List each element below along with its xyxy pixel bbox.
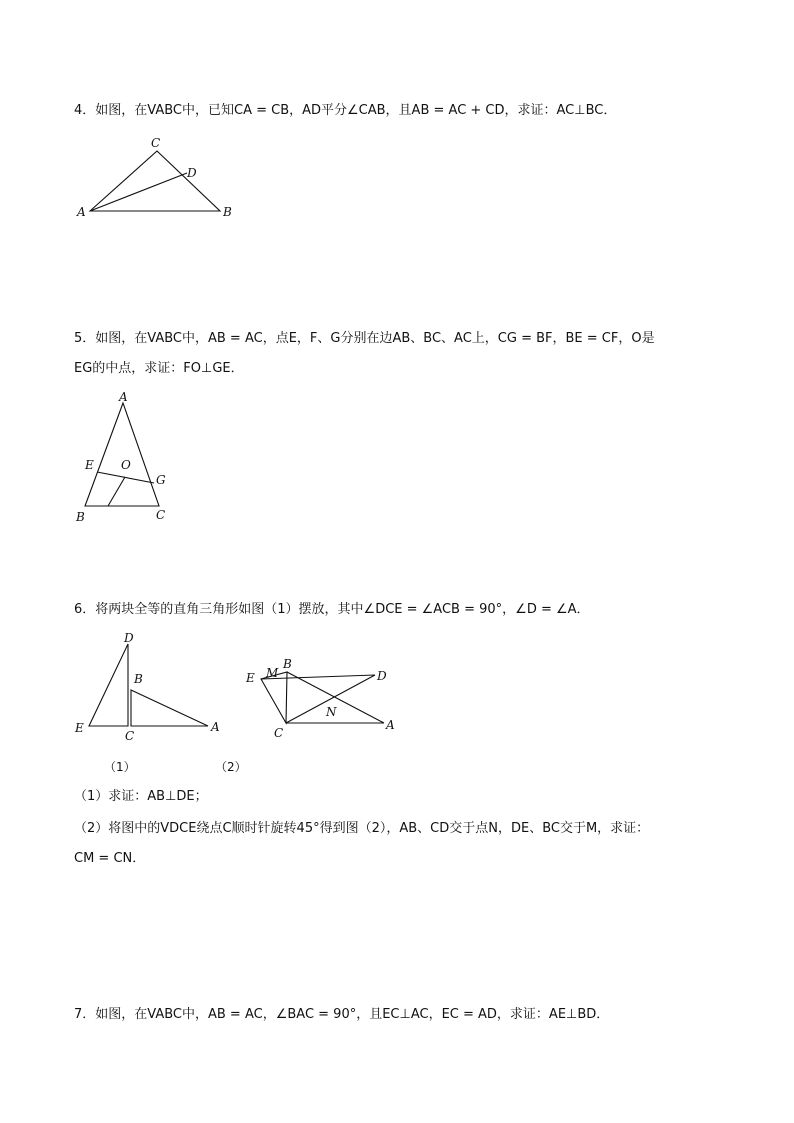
problem-4-text: 4．如图，在VABC中，已知CA = CB，AD平分∠CAB，且AB = AC + CD，求证：AC⊥BC． [74, 103, 617, 118]
label-e: E [75, 721, 84, 735]
label-e: E [246, 671, 255, 685]
label-e: E [85, 458, 94, 472]
figure-6-1-caption: （1） [104, 760, 136, 774]
problem-6-part-1: （1）求证：AB⊥DE； [74, 789, 208, 804]
triangle-dce [89, 644, 128, 726]
label-b: B [76, 510, 85, 524]
label-b: B [283, 657, 292, 671]
label-b: B [134, 672, 143, 686]
triangle-abc [90, 151, 220, 211]
label-a: A [119, 390, 128, 404]
label-b: B [223, 205, 232, 219]
label-d: D [187, 166, 197, 180]
problem-5-text-line-1: 5．如图，在VABC中，AB = AC，点E，F、G分别在边AB、BC、AC上，CG = BF，BE = CF，O是 [74, 331, 655, 346]
label-c: C [151, 136, 161, 150]
problem-6-part-2-line-2: CM = CN． [74, 851, 146, 866]
triangle-abc [85, 403, 159, 506]
label-g: G [156, 473, 166, 487]
figure-4-triangle [70, 132, 250, 227]
label-n: N [326, 705, 337, 719]
figure-6-1 [70, 630, 230, 745]
label-a: A [77, 205, 86, 219]
label-d: D [377, 669, 387, 683]
problem-6-text: 6．将两块全等的直角三角形如图（1）摆放，其中∠DCE = ∠ACB = 90°，∠D = ∠A． [74, 602, 590, 617]
label-c: C [125, 729, 135, 743]
segment-fo [108, 477, 125, 506]
label-m: M [266, 666, 279, 680]
triangle-bca [131, 690, 208, 726]
label-a: A [211, 720, 220, 734]
segment-ad [90, 173, 187, 211]
figure-5-triangle [70, 390, 180, 530]
label-a: A [386, 718, 395, 732]
label-d: D [124, 631, 134, 645]
label-c: C [274, 726, 284, 740]
figure-6-2 [240, 652, 410, 747]
problem-5-text-line-2: EG的中点，求证：FO⊥GE． [74, 361, 244, 376]
problem-7-text: 7．如图，在VABC中，AB = AC，∠BAC = 90°，且EC⊥AC，EC = AD，求证：AE⊥BD． [74, 1007, 610, 1022]
figure-6-2-caption: （2） [215, 760, 247, 774]
label-o: O [121, 458, 131, 472]
label-c: C [156, 508, 166, 522]
problem-6-part-2-line-1: （2）将图中的VDCE绕点C顺时针旋转45°得到图（2），AB、CD交于点N，DE、BC交于M，求证： [74, 821, 650, 836]
segment-eg [97, 472, 154, 483]
